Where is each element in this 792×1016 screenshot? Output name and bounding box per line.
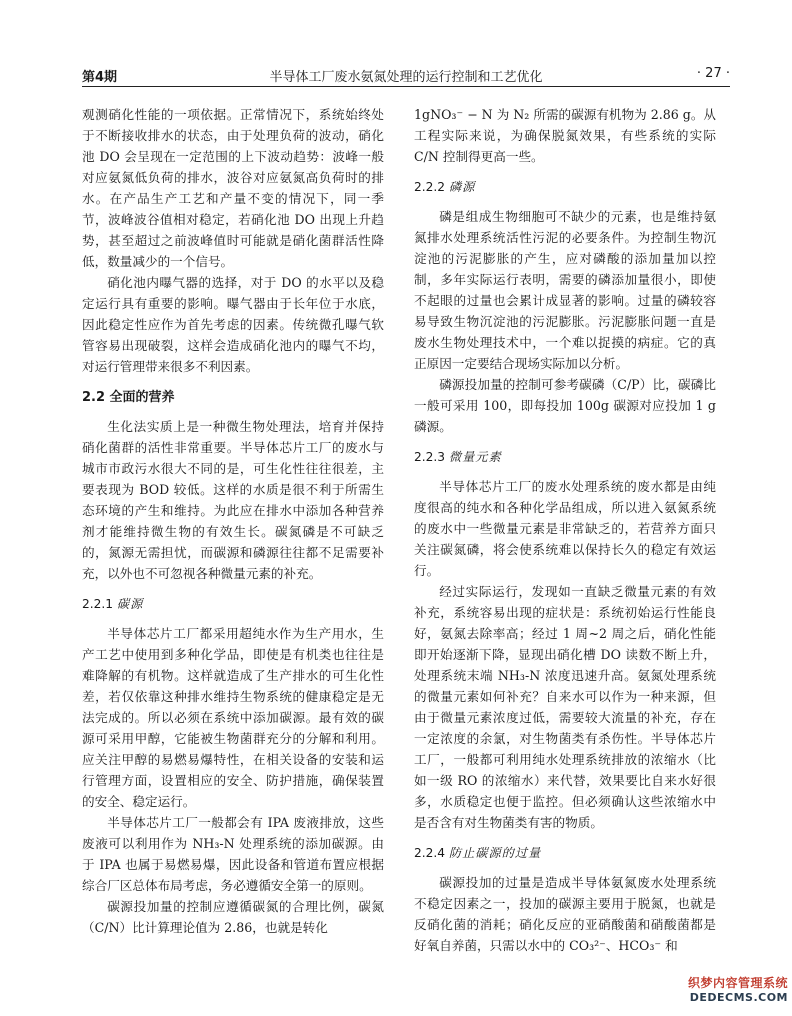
paragraph: 半导体芯片工厂的废水处理系统的废水都是由纯度很高的纯水和各种化学品组成，所以进入氨氮系统的废水中一些微量元素是非常缺乏的，若营养方面只关注碳氮磷，将会使系统难以保持长久的稳定有效运行。 (414, 479, 716, 578)
subsection-heading-2-2-2 (414, 177, 716, 198)
paragraph: 半导体芯片工厂一般都会有 IPA 废液排放，这些废液可以利用作为 NH₃-N 处理系统的添加碳源。由于 IPA 也属于易燃易爆，因此设备和管道布置应根据综合厂区总体布局考虑，务必遵循安全第一的原则。 (82, 815, 384, 893)
left-column (82, 104, 384, 938)
right-column (414, 104, 716, 956)
paragraph: 碳源投加量的控制应遵循碳氮的合理比例，碳氮（C/N）比计算理论值为 2.86，也就是转化 (82, 899, 384, 935)
subsection-title: 碳源 (116, 597, 144, 611)
subsection-heading-2-2-4 (414, 843, 716, 864)
watermark-line-1: 织梦内容管理系统 (687, 976, 788, 990)
paragraph: 经过实际运行，发现如一直缺乏微量元素的有效补充，系统容易出现的症状是：系统初始运行性能良好，氨氮去除率高；经过 1 周~2 周之后，硝化性能即开始逐渐下降，显现出硝化槽 DO 读数不断上升，处理系统末端 NH₃-N 浓度迅速升高。氨氮处理系统的微量元素如何补充？自来水可以作为一种来源，但由于微量元素浓度过低，需要较大流量的补充，存在一定浓度的余氯，对生物菌类有杀伤性。半导体芯片工厂，一般都可利用纯水处理系统排放的浓缩水（比如一级 RO 的浓缩水）来代替，效果要比自来水好很多，水质稳定也便于监控。但必须确认这些浓缩水中是否含有对生物菌类有害的物质。 (414, 584, 716, 830)
subsection-title: 防止碳源的过量 (448, 846, 542, 860)
paragraph: 半导体芯片工厂都采用超纯水作为生产用水，生产工艺中使用到多种化学品，即使是有机类也往往是难降解的有机物。这样就造成了生产排水的可生化性差，若仅依靠这种排水维持生物系统的健康稳定是无法完成的。所以必须在系统中添加碳源。最有效的碳源可采用甲醇，它能被生物菌群充分的分解和利用。应关注甲醇的易燃易爆特性，在相关设备的安装和运行管理方面，设置相应的安全、防护措施，确保装置的安全、稳定运行。 (82, 626, 384, 809)
subsection-number: 2.2.3 (414, 450, 446, 464)
subsection-title: 微量元素 (448, 450, 502, 464)
running-title: 半导体工厂废水氨氮处理的运行控制和工艺优化 (269, 70, 543, 85)
issue-number: 第4期 (82, 70, 118, 85)
section-heading-2-2: 2.2 全面的营养 (82, 390, 175, 405)
subsection-number: 2.2.2 (414, 180, 446, 194)
subsection-title: 磷源 (448, 180, 476, 194)
paragraph: 生化法实质上是一种微生物处理法，培育并保持硝化菌群的活性非常重要。半导体芯片工厂的废水与城市市政污水很大不同的是，可生化性往往很差，主要表现为 BOD 较低。这样的水质是很不利于所需生态环境的产生和维持。为此应在排水中添加各种营养剂才能维持微生物的有效生长。碳氮磷是不可缺乏的，氮源无需担忧，而碳源和磷源往往都不足需要补充，以外也不可忽视各种微量元素的补充。 (82, 419, 384, 581)
subsection-number: 2.2.4 (414, 846, 446, 860)
page-number: · 27 · (696, 66, 730, 81)
paragraph: 硝化池内曝气器的选择，对于 DO 的水平以及稳定运行具有重要的影响。曝气器由于长年位于水底，因此稳定性应作为首先考虑的因素。传统微孔曝气软管容易出现破裂，这样会造成硝化池内的曝气不均，对运行管理带来很多不利因素。 (82, 275, 384, 374)
subsection-heading-2-2-3 (414, 447, 716, 468)
site-watermark (672, 974, 788, 1004)
watermark-line-2: DEDECMS.COM (689, 991, 788, 1004)
running-header (82, 64, 730, 87)
subsection-number: 2.2.1 (82, 597, 114, 611)
paragraph: 碳源投加的过量是造成半导体氨氮废水处理系统不稳定因素之一，投加的碳源主要用于脱氮，也就是反硝化菌的消耗；硝化反应的亚硝酸菌和硝酸菌都是好氧自养菌，只需以水中的 CO₃²⁻、HCO₃⁻ 和 (414, 875, 716, 953)
paragraph: 观测硝化性能的一项依据。正常情况下，系统始终处于不断接收排水的状态，由于处理负荷的波动，硝化池 DO 会呈现在一定范围的上下波动趋势：波峰一般对应氨氮低负荷的排水，波谷对应氨氮高负荷时的排水。在产品生产工艺和产量不变的情况下，同一季节，波峰波谷值相对稳定，若硝化池 DO 出现上升趋势，甚至超过之前波峰值时可能就是硝化菌群活性降低，数量减少的一个信号。 (82, 107, 384, 269)
paragraph: 磷源投加量的控制可参考碳磷（C/P）比，碳磷比一般可采用 100，即每投加 100g 碳源对应投加 1 g 磷源。 (414, 377, 716, 434)
subsection-heading-2-2-1 (82, 594, 384, 615)
paragraph: 磷是组成生物细胞可不缺少的元素，也是维持氨氮排水处理系统活性污泥的必要条件。为控制生物沉淀池的污泥膨胀的产生，应对磷酸的添加量加以控制，多年实际运行表明，需要的磷添加量很小，即使不起眼的过量也会累计成显著的影响。过量的磷较容易导致生物沉淀池的污泥膨胀。污泥膨胀问题一直是废水生物处理技术中，一个难以捉摸的病症。它的真正原因一定要结合现场实际加以分析。 (414, 209, 716, 371)
paragraph: 1gNO₃⁻ − N 为 N₂ 所需的碳源有机物为 2.86 g。从工程实际来说，为确保脱氮效果，有些系统的实际 C/N 控制得更高一些。 (414, 107, 717, 164)
